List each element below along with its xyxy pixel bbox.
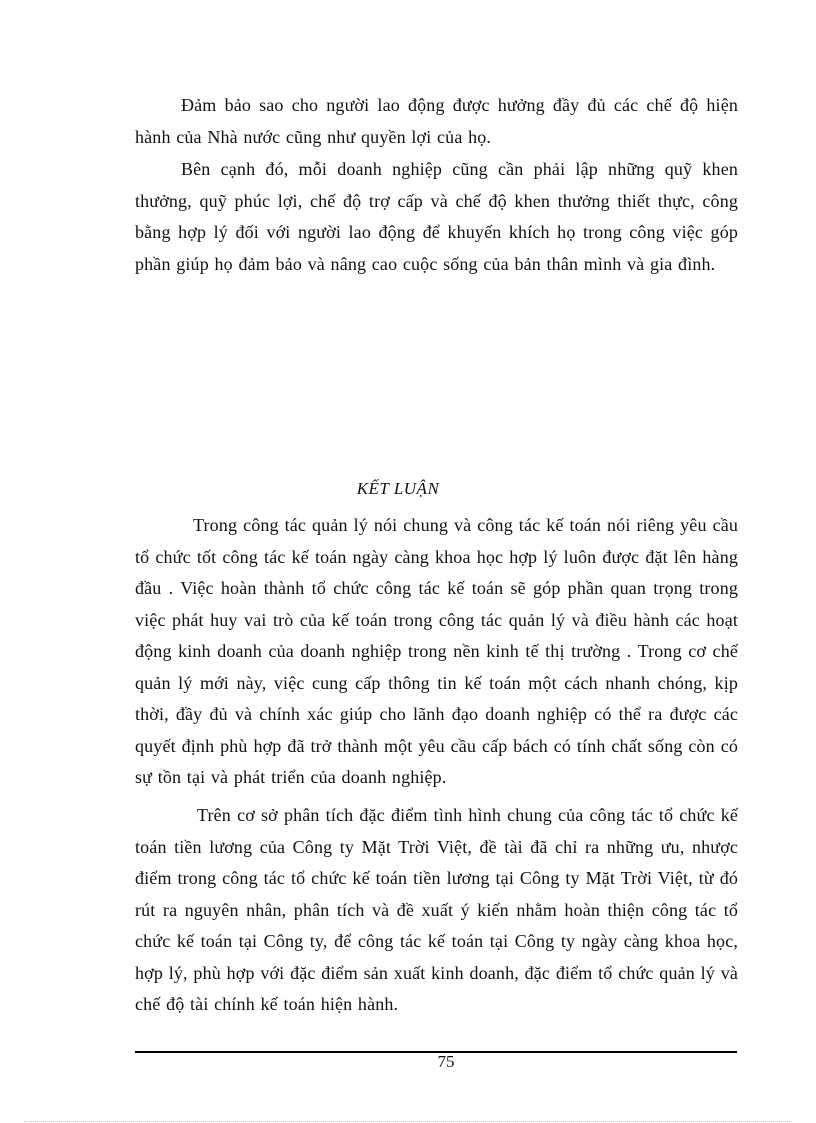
page-bottom-border <box>24 1121 792 1122</box>
page-number: 75 <box>437 1052 455 1071</box>
paragraph-conclusion-company: Trên cơ sở phân tích đặc điểm tình hình chung của công tác tổ chức kế toán tiền lương của Công ty Mặt Trời Việt, đề tài đã chỉ ra những ưu, nhược điểm trong công tác tổ chức kế toán tiền lương tại Công ty Mặt Trời Việt, từ đó rút ra nguyên nhân, phân tích và đề xuất ý kiến nhằm hoàn thiện công tác tổ chức kế toán tại Công ty, để công tác kế toán tại Công ty ngày càng khoa học, hợp lý, phù hợp với đặc điểm sản xuất kinh doanh, đặc điểm tổ chức quản lý và chế độ tài chính kế toán hiện hành. <box>135 805 738 1014</box>
paragraph-labor-rights: Đảm bảo sao cho người lao động được hưởng đầy đủ các chế độ hiện hành của Nhà nước cũng như quyền lợi của họ. <box>135 95 738 147</box>
paragraph-conclusion-accounting: Trong công tác quản lý nói chung và công tác kế toán nói riêng yêu cầu tổ chức tốt công tác kế toán ngày càng khoa học hợp lý luôn được đặt lên hàng đầu . Việc hoàn thành tổ chức công tác kế toán sẽ góp phần quan trọng trong việc phát huy vai trò của kế toán trong công tác quản lý và điều hành các hoạt động kinh doanh của doanh nghiệp trong nền kinh tế thị trường . Trong cơ chế quản lý mới này, việc cung cấp thông tin kế toán một cách nhanh chóng, kịp thời, đầy đủ và chính xác giúp cho lãnh đạo doanh nghiệp có thể ra được các quyết định phù hợp đã trở thành một yêu cầu cấp bách có tính chất sống còn có sự tồn tại và phát triển của doanh nghiệp. <box>135 515 738 787</box>
paragraph-welfare-funds: Bên cạnh đó, mỗi doanh nghiệp cũng cần phải lập những quỹ khen thưởng, quỹ phúc lợi, chế độ trợ cấp và chế độ khen thưởng thiết thực, công bằng hợp lý đối với người lao động để khuyến khích họ trong công việc góp phần giúp họ đảm bảo và nâng cao cuộc sống của bản thân mình và gia đình. <box>135 159 738 274</box>
conclusion-heading: KẾT LUẬN <box>356 479 440 498</box>
